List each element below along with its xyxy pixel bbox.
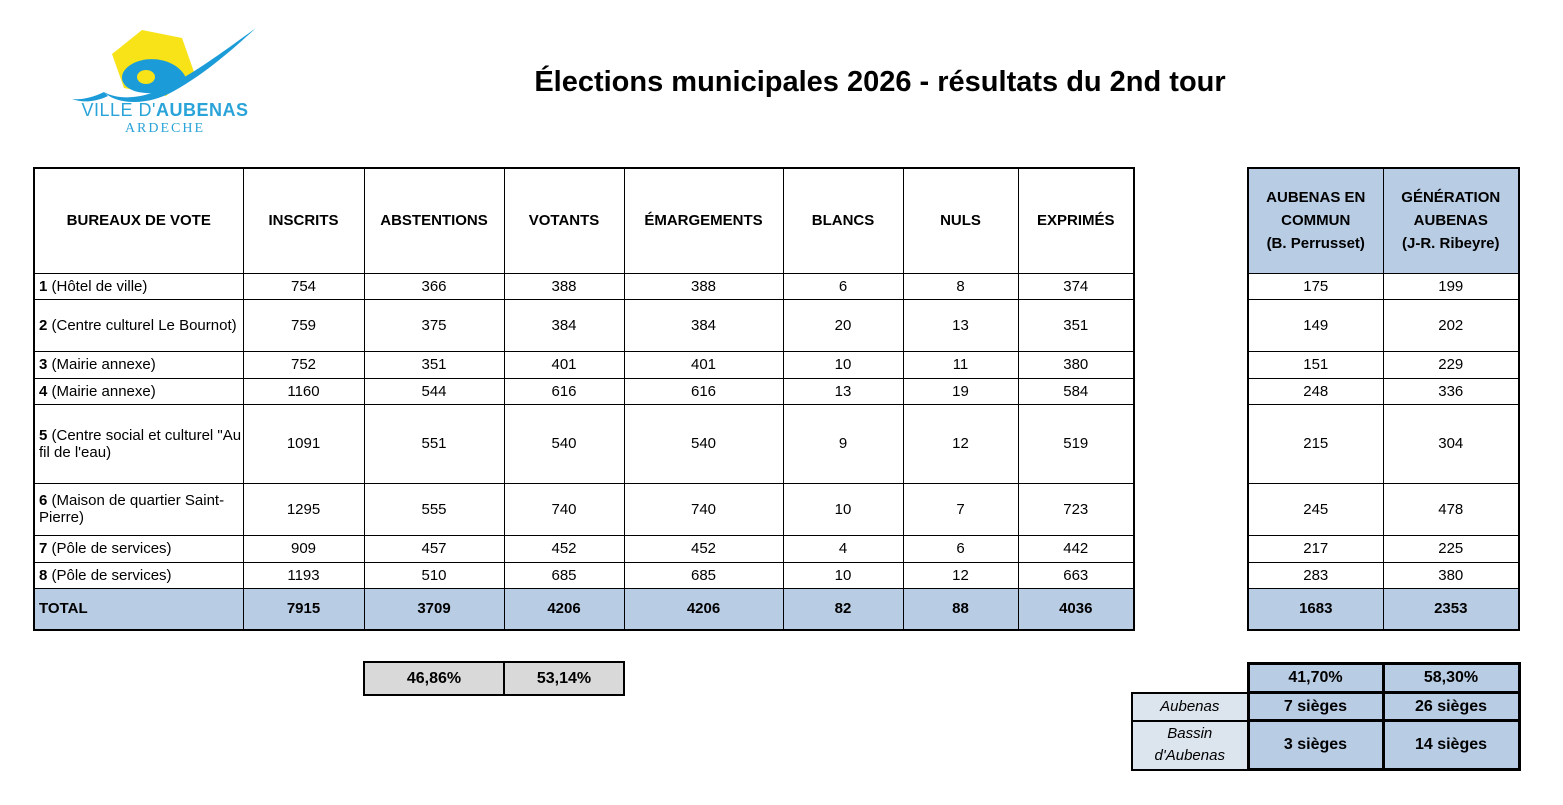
bureau-name-cell: 8 (Pôle de services) — [34, 562, 243, 588]
value-cell: 685 — [504, 562, 624, 588]
value-cell: 452 — [504, 535, 624, 562]
seats-aubenas-en-commun-bassin: 3 sièges — [1248, 721, 1383, 770]
candidate-table-row — [1248, 299, 1519, 351]
candidate-value-cell: 215 — [1248, 404, 1383, 483]
value-cell: 388 — [504, 273, 624, 299]
seats-table — [1131, 662, 1521, 771]
total-label: TOTAL — [34, 588, 243, 630]
value-cell: 555 — [364, 483, 504, 535]
bureau-name-cell: 6 (Maison de quartier Saint-Pierre) — [34, 483, 243, 535]
page-title: Élections municipales 2026 - résultats du 2nd tour — [534, 66, 1226, 98]
bureau-name-cell: 7 (Pôle de services) — [34, 535, 243, 562]
candidates-table-header — [1248, 168, 1519, 273]
value-cell: 9 — [783, 404, 903, 483]
results-table-body — [34, 273, 1134, 588]
total-generation-aubenas: 2353 — [1383, 588, 1519, 630]
candidate-list-name: AUBENAS EN COMMUN — [1266, 188, 1366, 230]
candidate-value-cell: 149 — [1248, 299, 1383, 351]
table-row — [34, 562, 1134, 588]
value-cell: 6 — [903, 535, 1018, 562]
value-cell: 457 — [364, 535, 504, 562]
seats-label-aubenas: Aubenas — [1132, 693, 1248, 721]
logo-city-name — [70, 100, 260, 121]
total-blancs: 82 — [783, 588, 903, 630]
total-emargements: 4206 — [624, 588, 783, 630]
table-row — [34, 299, 1134, 351]
value-cell: 740 — [624, 483, 783, 535]
col-header-bureaux: BUREAUX DE VOTE — [34, 168, 243, 273]
abstentions-percentage: 46,86% — [364, 662, 504, 695]
candidate-value-cell: 283 — [1248, 562, 1383, 588]
value-cell: 551 — [364, 404, 504, 483]
candidate-table-row — [1248, 273, 1519, 299]
value-cell: 8 — [903, 273, 1018, 299]
participation-percentages — [363, 661, 625, 696]
value-cell: 584 — [1018, 378, 1134, 404]
col-header-abstentions: ABSTENTIONS — [364, 168, 504, 273]
candidate-table-row — [1248, 404, 1519, 483]
bureau-name-cell: 2 (Centre culturel Le Bournot) — [34, 299, 243, 351]
table-row — [34, 535, 1134, 562]
value-cell: 740 — [504, 483, 624, 535]
bureau-name-cell: 1 (Hôtel de ville) — [34, 273, 243, 299]
value-cell: 10 — [783, 351, 903, 378]
col-header-exprimes: EXPRIMÉS — [1018, 168, 1134, 273]
total-inscrits: 7915 — [243, 588, 364, 630]
value-cell: 723 — [1018, 483, 1134, 535]
value-cell: 442 — [1018, 535, 1134, 562]
results-table-header — [34, 168, 1134, 273]
bureau-name-cell: 3 (Mairie annexe) — [34, 351, 243, 378]
value-cell: 351 — [364, 351, 504, 378]
bureau-number: 3 — [39, 356, 48, 373]
table-row — [34, 404, 1134, 483]
aubenas-en-commun-percentage: 41,70% — [1248, 664, 1383, 693]
value-cell: 20 — [783, 299, 903, 351]
col-header-blancs: BLANCS — [783, 168, 903, 273]
candidate-value-cell: 175 — [1248, 273, 1383, 299]
candidate-value-cell: 217 — [1248, 535, 1383, 562]
value-cell: 380 — [1018, 351, 1134, 378]
value-cell: 754 — [243, 273, 364, 299]
logo-city-name-prefix: VILLE D' — [81, 100, 156, 120]
value-cell: 13 — [783, 378, 903, 404]
value-cell: 540 — [504, 404, 624, 483]
aubenas-logo-icon — [70, 28, 260, 103]
col-header-generation-aubenas — [1383, 168, 1519, 273]
candidate-value-cell: 478 — [1383, 483, 1519, 535]
value-cell: 519 — [1018, 404, 1134, 483]
total-nuls: 88 — [903, 588, 1018, 630]
total-votants: 4206 — [504, 588, 624, 630]
value-cell: 401 — [504, 351, 624, 378]
bureau-number: 5 — [39, 426, 48, 444]
table-row — [34, 273, 1134, 299]
value-cell: 544 — [364, 378, 504, 404]
bureau-name-cell: 5 (Centre social et culturel "Au fil de l'eau) — [34, 404, 243, 483]
bureau-number: 4 — [39, 382, 48, 400]
col-header-aubenas-en-commun — [1248, 168, 1383, 273]
seats-row-bassin — [1132, 721, 1519, 770]
value-cell: 10 — [783, 562, 903, 588]
value-cell: 12 — [903, 562, 1018, 588]
table-row — [34, 378, 1134, 404]
seats-row-aubenas — [1132, 693, 1519, 721]
bureau-name-cell: 4 (Mairie annexe) — [34, 378, 243, 404]
bureau-number: 1 — [39, 277, 48, 295]
value-cell: 375 — [364, 299, 504, 351]
total-aubenas-en-commun: 1683 — [1248, 588, 1383, 630]
candidate-list-name: GÉNÉRATION AUBENAS — [1401, 188, 1501, 230]
value-cell: 1193 — [243, 562, 364, 588]
value-cell: 510 — [364, 562, 504, 588]
value-cell: 540 — [624, 404, 783, 483]
total-abstentions: 3709 — [364, 588, 504, 630]
bureau-number: 8 — [39, 566, 48, 584]
total-exprimes: 4036 — [1018, 588, 1134, 630]
candidate-value-cell: 245 — [1248, 483, 1383, 535]
value-cell: 685 — [624, 562, 783, 588]
table-row — [34, 351, 1134, 378]
candidates-table-total — [1248, 588, 1519, 630]
value-cell: 909 — [243, 535, 364, 562]
value-cell: 663 — [1018, 562, 1134, 588]
col-header-emargements: ÉMARGEMENTS — [624, 168, 783, 273]
candidate-table-row — [1248, 483, 1519, 535]
value-cell: 4 — [783, 535, 903, 562]
candidate-head-name: (J-R. Ribeyre) — [1401, 235, 1500, 253]
value-cell: 1295 — [243, 483, 364, 535]
value-cell: 1091 — [243, 404, 364, 483]
value-cell: 1160 — [243, 378, 364, 404]
bureau-number: 7 — [39, 540, 48, 557]
value-cell: 6 — [783, 273, 903, 299]
candidate-value-cell: 202 — [1383, 299, 1519, 351]
col-header-nuls: NULS — [903, 168, 1018, 273]
candidate-percentages-row — [1132, 664, 1519, 693]
results-table-total — [34, 588, 1134, 630]
col-header-votants: VOTANTS — [504, 168, 624, 273]
header-row — [34, 168, 1134, 273]
candidate-table-row — [1248, 535, 1519, 562]
value-cell: 11 — [903, 351, 1018, 378]
value-cell: 388 — [624, 273, 783, 299]
value-cell: 452 — [624, 535, 783, 562]
value-cell: 374 — [1018, 273, 1134, 299]
candidate-value-cell: 336 — [1383, 378, 1519, 404]
candidates-table — [1247, 167, 1520, 631]
candidate-value-cell: 304 — [1383, 404, 1519, 483]
value-cell: 10 — [783, 483, 903, 535]
candidate-value-cell: 225 — [1383, 535, 1519, 562]
value-cell: 752 — [243, 351, 364, 378]
value-cell: 351 — [1018, 299, 1134, 351]
seats-label-bassin: Bassin d'Aubenas — [1132, 721, 1248, 770]
seats-generation-aubenas-bassin: 14 sièges — [1383, 721, 1519, 770]
bureau-number: 6 — [39, 492, 48, 509]
participation-row — [364, 662, 624, 695]
candidate-table-row — [1248, 378, 1519, 404]
candidate-table-row — [1248, 562, 1519, 588]
city-logo — [70, 28, 260, 148]
candidate-value-cell: 199 — [1383, 273, 1519, 299]
candidate-value-cell: 380 — [1383, 562, 1519, 588]
table-row — [34, 483, 1134, 535]
bureau-number: 2 — [39, 316, 48, 334]
candidate-value-cell: 229 — [1383, 351, 1519, 378]
results-table — [33, 167, 1135, 631]
logo-region: ARDECHE — [124, 121, 206, 136]
value-cell: 384 — [504, 299, 624, 351]
value-cell: 616 — [504, 378, 624, 404]
value-cell: 12 — [903, 404, 1018, 483]
candidate-head-name: (B. Perrusset) — [1266, 235, 1365, 253]
candidates-header-row — [1248, 168, 1519, 273]
value-cell: 19 — [903, 378, 1018, 404]
value-cell: 366 — [364, 273, 504, 299]
total-row — [34, 588, 1134, 630]
seats-generation-aubenas-city: 26 sièges — [1383, 693, 1519, 721]
empty-cell — [1132, 664, 1248, 693]
candidate-value-cell: 151 — [1248, 351, 1383, 378]
seats-aubenas-en-commun-city: 7 sièges — [1248, 693, 1383, 721]
value-cell: 616 — [624, 378, 783, 404]
value-cell: 401 — [624, 351, 783, 378]
logo-city-name-bold: AUBENAS — [155, 100, 249, 120]
generation-aubenas-percentage: 58,30% — [1383, 664, 1519, 693]
votants-percentage: 53,14% — [504, 662, 624, 695]
candidate-value-cell: 248 — [1248, 378, 1383, 404]
col-header-inscrits: INSCRITS — [243, 168, 364, 273]
value-cell: 759 — [243, 299, 364, 351]
value-cell: 384 — [624, 299, 783, 351]
value-cell: 13 — [903, 299, 1018, 351]
candidates-total-row — [1248, 588, 1519, 630]
candidates-table-body — [1248, 273, 1519, 588]
candidate-table-row — [1248, 351, 1519, 378]
value-cell: 7 — [903, 483, 1018, 535]
